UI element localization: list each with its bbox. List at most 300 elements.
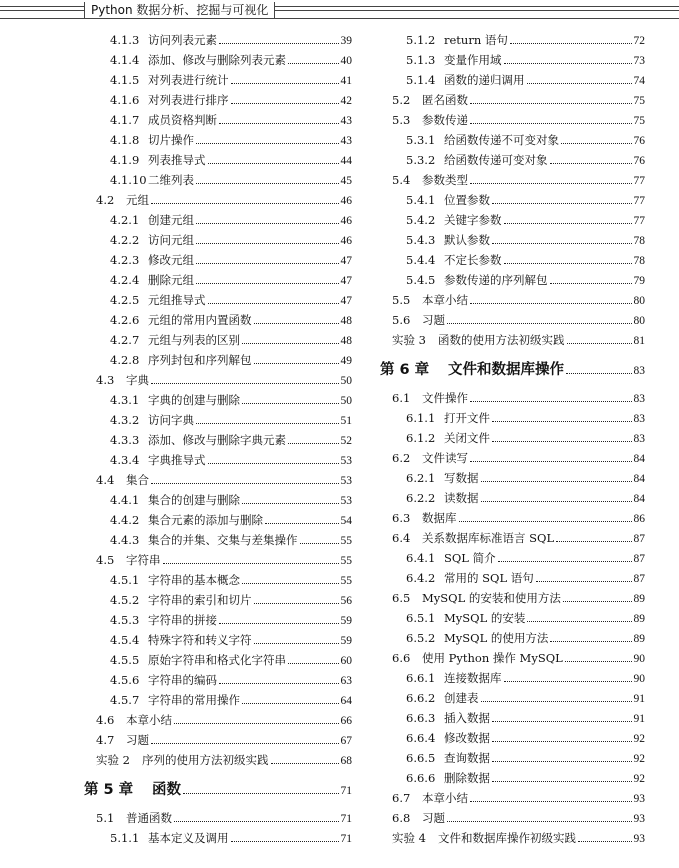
toc-page-number: 83 xyxy=(633,393,645,405)
toc-entry-title: 对列表进行统计 xyxy=(148,73,229,87)
toc-page-number: 77 xyxy=(633,195,645,207)
dot-leader xyxy=(151,203,339,204)
toc-entry-title: 字典推导式 xyxy=(148,453,206,467)
toc-page-number: 48 xyxy=(340,335,352,347)
toc-entry xyxy=(0,50,360,70)
toc-page-number: 53 xyxy=(340,495,352,507)
toc-entry xyxy=(0,828,360,848)
dot-leader xyxy=(492,781,632,782)
dot-leader xyxy=(470,461,632,462)
toc-entry xyxy=(372,628,679,648)
dot-leader xyxy=(470,103,632,104)
dot-leader xyxy=(219,623,339,624)
toc-entry-number: 4.4.2 xyxy=(110,513,140,527)
dot-leader xyxy=(174,821,339,822)
toc-entry-number: 5.1 xyxy=(96,811,115,825)
toc-entry xyxy=(0,230,360,250)
toc-entry-title: MySQL 的安装 xyxy=(444,611,526,625)
toc-entry xyxy=(372,408,679,428)
toc-column-right xyxy=(372,30,679,848)
toc-entry xyxy=(0,430,360,450)
toc-entry-title: 函数 xyxy=(152,782,181,798)
dot-leader xyxy=(288,443,339,444)
dot-leader xyxy=(578,841,632,842)
toc-entry xyxy=(0,630,360,650)
toc-entry-number: 6.1.2 xyxy=(406,431,436,445)
dot-leader xyxy=(271,763,339,764)
dot-leader xyxy=(561,143,632,144)
dot-leader xyxy=(196,283,339,284)
toc-entry xyxy=(0,570,360,590)
dot-leader xyxy=(254,323,339,324)
toc-entry xyxy=(372,788,679,808)
toc-page-number: 77 xyxy=(633,175,645,187)
dot-leader xyxy=(567,343,632,344)
toc-entry-title: return 语句 xyxy=(444,33,508,47)
dot-leader xyxy=(550,283,632,284)
toc-entry-number: 4.3.4 xyxy=(110,453,140,467)
toc-entry-title: 集合的并集、交集与差集操作 xyxy=(148,533,298,547)
toc-page-number: 75 xyxy=(633,95,645,107)
dot-leader xyxy=(470,183,632,184)
toc-entry-number: 5.4.3 xyxy=(406,233,436,247)
toc-page-number: 42 xyxy=(340,95,352,107)
toc-entry xyxy=(372,688,679,708)
toc-entry-title: 字符串的常用操作 xyxy=(148,693,240,707)
toc-entry xyxy=(0,650,360,670)
toc-entry-title: 原始字符串和格式化字符串 xyxy=(148,653,286,667)
toc-entry xyxy=(0,210,360,230)
toc-entry-title: 习题 xyxy=(422,811,445,825)
toc-entry-number: 4.3 xyxy=(96,373,115,387)
toc-entry-number: 4.4 xyxy=(96,473,115,487)
dot-leader xyxy=(196,263,339,264)
toc-entry-number: 4.2.8 xyxy=(110,353,140,367)
dot-leader xyxy=(254,603,339,604)
toc-entry-number: 4.3.3 xyxy=(110,433,140,447)
dot-leader xyxy=(183,793,339,794)
toc-entry-title: 列表推导式 xyxy=(148,153,206,167)
toc-entry-number: 6.6.5 xyxy=(406,751,436,765)
toc-entry-number: 6.6 xyxy=(392,651,411,665)
toc-page-number: 87 xyxy=(633,573,645,585)
toc-entry xyxy=(372,588,679,608)
toc-entry-title: 字符串的索引和切片 xyxy=(148,593,252,607)
toc-entry-number: 6.6.2 xyxy=(406,691,436,705)
toc-page-number: 59 xyxy=(340,615,352,627)
toc-entry-number: 4.2.5 xyxy=(110,293,140,307)
toc-entry-title: MySQL 的使用方法 xyxy=(444,631,549,645)
toc-entry-title: 创建表 xyxy=(444,691,479,705)
toc-entry xyxy=(0,290,360,310)
dot-leader xyxy=(447,821,632,822)
toc-entry-title: 参数传递的序列解包 xyxy=(444,273,548,287)
book-title: Python 数据分析、挖掘与可视化 xyxy=(84,2,275,18)
toc-entry-number: 4.1.4 xyxy=(110,53,140,67)
toc-entry-title: 序列的使用方法初级实践 xyxy=(142,753,269,767)
toc-page-number: 92 xyxy=(633,773,645,785)
toc-entry xyxy=(372,768,679,788)
toc-page-number: 50 xyxy=(340,395,352,407)
toc-entry-number: 4.2.4 xyxy=(110,273,140,287)
toc-entry xyxy=(372,808,679,828)
toc-entry-title: 关系数据库标准语言 SQL xyxy=(422,531,555,545)
toc-page-number: 45 xyxy=(340,175,352,187)
toc-page-number: 83 xyxy=(633,433,645,445)
toc-entry-number: 4.1.6 xyxy=(110,93,140,107)
toc-page-number: 83 xyxy=(633,413,645,425)
toc-page-number: 93 xyxy=(633,793,645,805)
toc-entry-title: 使用 Python 操作 MySQL xyxy=(422,651,563,665)
toc-entry-number: 4.4.3 xyxy=(110,533,140,547)
toc-entry-number: 4.1.7 xyxy=(110,113,140,127)
toc-entry-number: 4.1.3 xyxy=(110,33,140,47)
dot-leader xyxy=(504,681,632,682)
toc-entry-title: 序列封包和序列解包 xyxy=(148,353,252,367)
toc-page-number: 89 xyxy=(633,613,645,625)
toc-entry xyxy=(372,748,679,768)
toc-page-number: 48 xyxy=(340,315,352,327)
toc-entry-title: 打开文件 xyxy=(444,411,490,425)
toc-entry-title: 访问元组 xyxy=(148,233,194,247)
toc-entry-number: 4.1.9 xyxy=(110,153,140,167)
toc-entry-title: MySQL 的安装和使用方法 xyxy=(422,591,561,605)
toc-entry-title: 删除数据 xyxy=(444,771,490,785)
toc-entry-number: 5.1.3 xyxy=(406,53,436,67)
toc-entry xyxy=(372,70,679,90)
toc-entry-number: 4.1.10 xyxy=(110,173,147,187)
toc-entry-title: 文件和数据库操作 xyxy=(448,362,564,378)
toc-entry xyxy=(0,590,360,610)
dot-leader xyxy=(504,263,632,264)
dot-leader xyxy=(563,601,632,602)
toc-entry-number: 4.5.5 xyxy=(110,653,140,667)
toc-entry-title: 集合 xyxy=(126,473,149,487)
toc-entry-number: 4.3.2 xyxy=(110,413,140,427)
toc-page-number: 92 xyxy=(633,733,645,745)
dot-leader xyxy=(565,661,632,662)
toc-page-number: 56 xyxy=(340,595,352,607)
dot-leader xyxy=(151,743,339,744)
toc-page-number: 46 xyxy=(340,195,352,207)
toc-entry-title: 文件和数据库操作初级实践 xyxy=(438,831,576,845)
toc-entry xyxy=(0,510,360,530)
toc-page-number: 47 xyxy=(340,275,352,287)
toc-page-number: 71 xyxy=(340,785,352,797)
dot-leader xyxy=(288,663,339,664)
dot-leader xyxy=(492,721,632,722)
toc-page-number: 64 xyxy=(340,695,352,707)
toc-page-number: 51 xyxy=(340,415,352,427)
toc-entry xyxy=(372,230,679,250)
toc-entry-number: 6.6.3 xyxy=(406,711,436,725)
toc-entry xyxy=(0,90,360,110)
toc-page-number: 41 xyxy=(340,75,352,87)
toc-entry-number: 5.3.1 xyxy=(406,133,436,147)
toc-entry-title: 给函数传递不可变对象 xyxy=(444,133,559,147)
toc-entry xyxy=(0,70,360,90)
dot-leader xyxy=(481,701,632,702)
toc-page-number: 40 xyxy=(340,55,352,67)
toc-entry xyxy=(0,150,360,170)
toc-entry xyxy=(372,548,679,568)
toc-entry xyxy=(372,330,679,350)
toc-entry-title: 读数据 xyxy=(444,491,479,505)
toc-page-number: 74 xyxy=(633,75,645,87)
toc-entry-number: 5.6 xyxy=(392,313,411,327)
dot-leader xyxy=(151,483,339,484)
toc-entry-title: 数据库 xyxy=(422,511,457,525)
toc-entry xyxy=(0,450,360,470)
toc-entry-title: 集合元素的添加与删除 xyxy=(148,513,263,527)
toc-entry xyxy=(0,750,360,770)
toc-entry xyxy=(0,690,360,710)
dot-leader xyxy=(265,523,339,524)
toc-entry xyxy=(372,50,679,70)
toc-entry-number: 6.2.2 xyxy=(406,491,436,505)
toc-entry-number: 6.4.1 xyxy=(406,551,436,565)
toc-entry xyxy=(0,110,360,130)
toc-entry-title: 函数的使用方法初级实践 xyxy=(438,333,565,347)
toc-page-number: 84 xyxy=(633,493,645,505)
dot-leader xyxy=(550,641,631,642)
toc-entry-number: 5.1.1 xyxy=(110,831,140,845)
toc-page-number: 86 xyxy=(633,513,645,525)
toc-page-number: 92 xyxy=(633,753,645,765)
toc-page-number: 87 xyxy=(633,533,645,545)
dot-leader xyxy=(447,323,632,324)
dot-leader xyxy=(196,143,339,144)
toc-entry-title: 插入数据 xyxy=(444,711,490,725)
toc-entry-title: SQL 简介 xyxy=(444,551,496,565)
toc-page-number: 46 xyxy=(340,235,352,247)
toc-page-number: 80 xyxy=(633,315,645,327)
toc-entry-title: 写数据 xyxy=(444,471,479,485)
dot-leader xyxy=(219,123,339,124)
toc-entry-number: 4.5.1 xyxy=(110,573,140,587)
dot-leader xyxy=(151,383,339,384)
toc-entry-number: 4.5.7 xyxy=(110,693,140,707)
dot-leader xyxy=(174,723,339,724)
toc-entry-title: 添加、修改与删除列表元素 xyxy=(148,53,286,67)
toc-entry-title: 字符串 xyxy=(126,553,161,567)
dot-leader xyxy=(470,401,632,402)
dot-leader xyxy=(498,561,632,562)
dot-leader xyxy=(470,801,632,802)
toc-page-number: 90 xyxy=(633,653,645,665)
toc-entry-number: 5.4.1 xyxy=(406,193,436,207)
dot-leader xyxy=(492,203,632,204)
toc-entry-number: 4.4.1 xyxy=(110,493,140,507)
toc-page-number: 75 xyxy=(633,115,645,127)
toc-entry-number: 6.2 xyxy=(392,451,411,465)
toc-page-number: 81 xyxy=(633,335,645,347)
dot-leader xyxy=(242,403,339,404)
toc-entry-number: 6.6.6 xyxy=(406,771,436,785)
toc-entry-number: 第 5 章 xyxy=(84,782,134,798)
toc-entry xyxy=(372,150,679,170)
dot-leader xyxy=(527,621,631,622)
toc-entry xyxy=(372,250,679,270)
dot-leader xyxy=(527,83,632,84)
toc-entry-title: 切片操作 xyxy=(148,133,194,147)
toc-entry xyxy=(372,290,679,310)
toc-entry-title: 成员资格判断 xyxy=(148,113,217,127)
toc-entry xyxy=(0,330,360,350)
toc-entry-number: 4.5.3 xyxy=(110,613,140,627)
toc-entry-number: 6.4 xyxy=(392,531,411,545)
toc-page-number: 49 xyxy=(340,355,352,367)
toc-page-number: 84 xyxy=(633,473,645,485)
toc-page-number: 43 xyxy=(340,135,352,147)
toc-page-number: 91 xyxy=(633,693,645,705)
toc-entry-title: 字典 xyxy=(126,373,149,387)
toc-entry-title: 字符串的基本概念 xyxy=(148,573,240,587)
dot-leader xyxy=(208,463,339,464)
toc-entry-number: 6.8 xyxy=(392,811,411,825)
dot-leader xyxy=(242,343,339,344)
toc-page-number: 91 xyxy=(633,713,645,725)
toc-entry xyxy=(0,390,360,410)
toc-entry-title: 访问列表元素 xyxy=(148,33,217,47)
toc-entry-title: 字符串的编码 xyxy=(148,673,217,687)
toc-page-number: 76 xyxy=(633,135,645,147)
toc-entry xyxy=(0,550,360,570)
toc-entry-number: 4.2.3 xyxy=(110,253,140,267)
toc-entry-title: 字符串的拼接 xyxy=(148,613,217,627)
toc-entry-number: 5.3 xyxy=(392,113,411,127)
dot-leader xyxy=(163,563,339,564)
toc-entry-number: 4.2.2 xyxy=(110,233,140,247)
toc-entry-number: 6.2.1 xyxy=(406,471,436,485)
toc-entry xyxy=(0,670,360,690)
toc-entry xyxy=(0,370,360,390)
toc-entry-title: 匿名函数 xyxy=(422,93,468,107)
dot-leader xyxy=(550,163,632,164)
toc-entry xyxy=(372,170,679,190)
toc-entry-title: 本章小结 xyxy=(126,713,172,727)
toc-entry xyxy=(372,608,679,628)
toc-page-number: 72 xyxy=(633,35,645,47)
toc-page-number: 39 xyxy=(340,35,352,47)
toc-entry-title: 习题 xyxy=(422,313,445,327)
toc-page-number: 50 xyxy=(340,375,352,387)
toc-page-number: 59 xyxy=(340,635,352,647)
toc-entry-number: 4.5 xyxy=(96,553,115,567)
toc-page-number: 55 xyxy=(340,575,352,587)
toc-entry-number: 5.2 xyxy=(392,93,411,107)
dot-leader xyxy=(219,43,339,44)
toc-page-number: 63 xyxy=(340,675,352,687)
toc-page-number: 80 xyxy=(633,295,645,307)
dot-leader xyxy=(459,521,632,522)
toc-entry-number: 4.1.8 xyxy=(110,133,140,147)
dot-leader xyxy=(208,303,339,304)
toc-entry-title: 基本定义及调用 xyxy=(148,831,229,845)
toc-entry-number: 4.2.7 xyxy=(110,333,140,347)
toc-entry-number: 4.3.1 xyxy=(110,393,140,407)
toc-entry-number: 第 6 章 xyxy=(380,362,430,378)
toc-entry xyxy=(372,708,679,728)
dot-leader xyxy=(196,243,339,244)
dot-leader xyxy=(504,63,632,64)
toc-entry-number: 5.4.2 xyxy=(406,213,436,227)
toc-entry-number: 4.5.4 xyxy=(110,633,140,647)
toc-page-number: 67 xyxy=(340,735,352,747)
dot-leader xyxy=(492,441,632,442)
toc-entry-title: 习题 xyxy=(126,733,149,747)
toc-entry-title: 函数的递归调用 xyxy=(444,73,525,87)
toc-page-number: 66 xyxy=(340,715,352,727)
toc-page-number: 93 xyxy=(633,833,645,845)
toc-page-number: 87 xyxy=(633,553,645,565)
toc-page-number: 54 xyxy=(340,515,352,527)
toc-entry-title: 常用的 SQL 语句 xyxy=(444,571,534,585)
toc-page-number: 78 xyxy=(633,235,645,247)
toc-entry-title: 关键字参数 xyxy=(444,213,502,227)
toc-page-number: 78 xyxy=(633,255,645,267)
toc-page-number: 71 xyxy=(340,833,352,845)
toc-page-number: 60 xyxy=(340,655,352,667)
toc-entry xyxy=(372,668,679,688)
dot-leader xyxy=(470,303,632,304)
toc-entry xyxy=(372,728,679,748)
toc-entry xyxy=(372,310,679,330)
toc-page-number: 89 xyxy=(633,633,645,645)
toc-entry-title: 元组 xyxy=(126,193,149,207)
toc-entry xyxy=(372,210,679,230)
dot-leader xyxy=(504,223,632,224)
toc-entry xyxy=(372,488,679,508)
toc-entry-title: 关闭文件 xyxy=(444,431,490,445)
dot-leader xyxy=(492,421,632,422)
toc-entry xyxy=(0,250,360,270)
dot-leader xyxy=(536,581,632,582)
toc-entry-number: 6.7 xyxy=(392,791,411,805)
toc-page-number: 84 xyxy=(633,453,645,465)
toc-entry-title: 元组与列表的区别 xyxy=(148,333,240,347)
toc-entry-number: 6.3 xyxy=(392,511,411,525)
dot-leader xyxy=(242,703,339,704)
toc-entry-number: 6.6.4 xyxy=(406,731,436,745)
toc-entry-title: 修改数据 xyxy=(444,731,490,745)
toc-chapter-entry xyxy=(0,778,360,802)
toc-entry xyxy=(372,110,679,130)
toc-page-number: 77 xyxy=(633,215,645,227)
toc-entry xyxy=(0,130,360,150)
toc-page-number: 55 xyxy=(340,555,352,567)
toc-page-number: 71 xyxy=(340,813,352,825)
dot-leader xyxy=(242,503,339,504)
toc-page-number: 73 xyxy=(633,55,645,67)
toc-entry xyxy=(372,90,679,110)
toc-page-number: 68 xyxy=(340,755,352,767)
dot-leader xyxy=(242,583,339,584)
running-header xyxy=(0,0,679,22)
toc-entry-number: 6.5 xyxy=(392,591,411,605)
toc-column-left xyxy=(0,30,360,848)
toc-entry-title: 参数传递 xyxy=(422,113,468,127)
toc-page-number: 53 xyxy=(340,475,352,487)
toc-entry xyxy=(0,470,360,490)
toc-entry-title: 默认参数 xyxy=(444,233,490,247)
toc-entry-title: 二维列表 xyxy=(148,173,194,187)
dot-leader xyxy=(470,123,632,124)
toc-entry xyxy=(0,410,360,430)
dot-leader xyxy=(492,243,632,244)
toc-page-number: 93 xyxy=(633,813,645,825)
toc-entry-title: 特殊字符和转义字符 xyxy=(148,633,252,647)
